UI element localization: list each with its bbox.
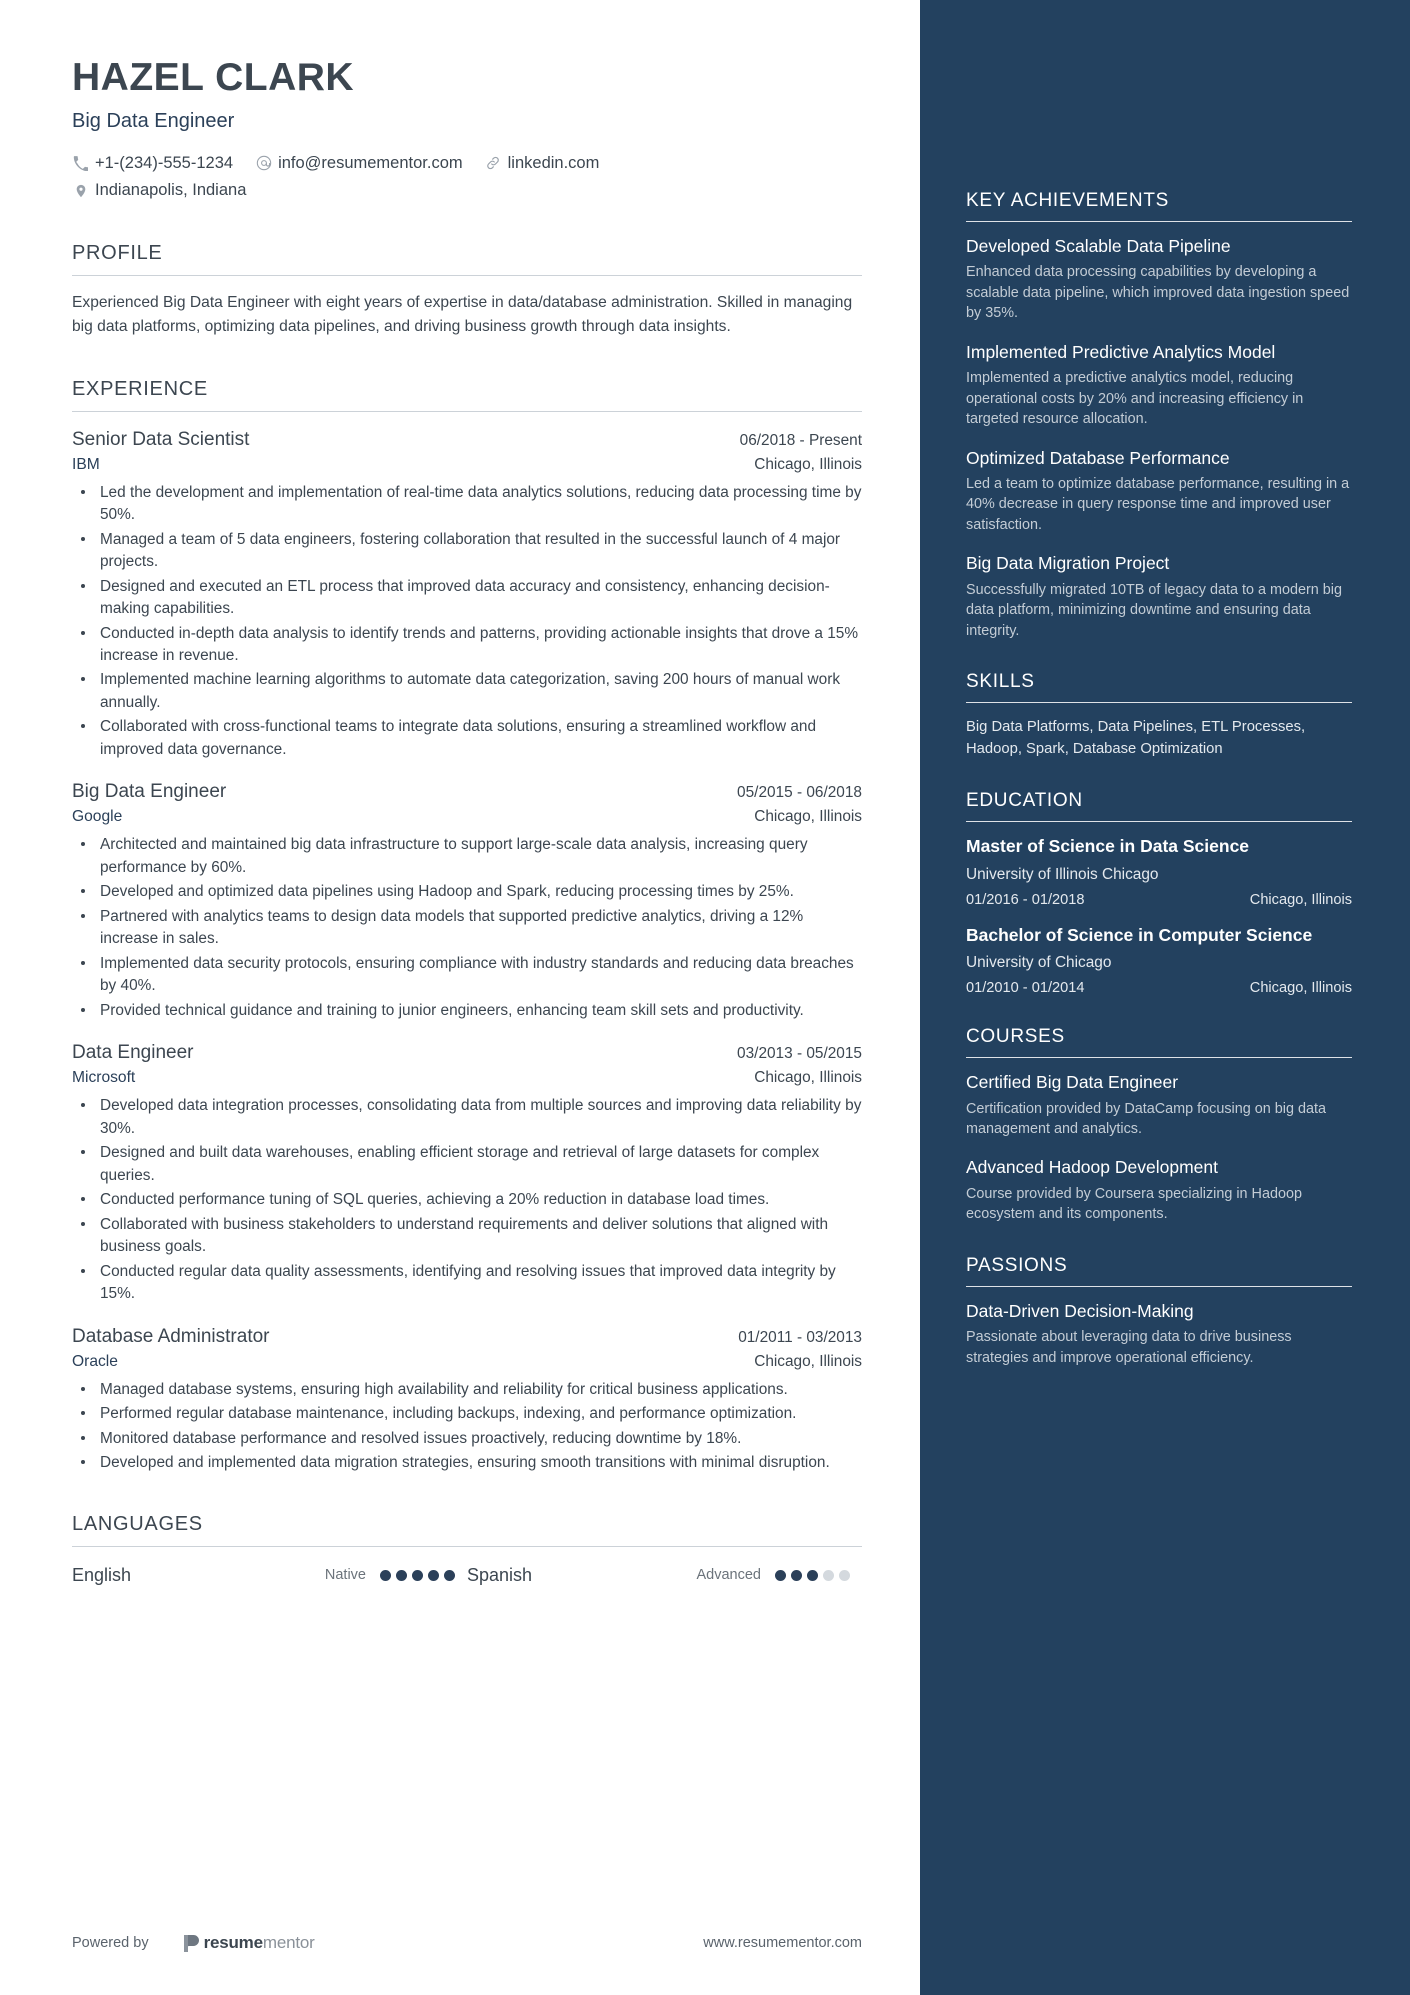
experience-dates: 05/2015 - 06/2018 bbox=[737, 784, 862, 802]
passions-heading: PASSIONS bbox=[966, 1254, 1068, 1276]
rating-dot bbox=[807, 1570, 818, 1581]
section-languages bbox=[72, 1513, 862, 1586]
skills-text: Big Data Platforms, Data Pipelines, ETL Processes, Hadoop, Spark, Database Optimization bbox=[966, 719, 1306, 758]
rating-dot bbox=[396, 1570, 407, 1581]
experience-heading: EXPERIENCE bbox=[72, 377, 208, 400]
contact-link bbox=[485, 150, 600, 177]
experience-entry bbox=[72, 1042, 862, 1305]
passions-list bbox=[966, 1300, 1352, 1368]
experience-bullet: Monitored database performance and resolved issues proactively, reducing downtime by 18%. bbox=[72, 1428, 862, 1450]
experience-role: Big Data Engineer bbox=[72, 781, 227, 803]
experience-company: IBM bbox=[72, 455, 100, 473]
experience-entry-header bbox=[72, 429, 862, 451]
experience-bullet: Architected and maintained big data infrastructure to support large-scale data analysis, increasing query performance by 60%. bbox=[72, 834, 862, 879]
experience-location: Chicago, Illinois bbox=[754, 808, 862, 826]
logo-light: mentor bbox=[262, 1933, 315, 1952]
contact-email-text: info@resumementor.com bbox=[278, 153, 463, 172]
profile-text: Experienced Big Data Engineer with eight years of expertise in data/database administration. Skilled in managing big data platforms, optimizing data pipelines, and driving business growth through data insights. bbox=[72, 294, 853, 336]
passion-description: Passionate about leveraging data to drive business strategies and improve operational efficiency. bbox=[966, 1329, 1292, 1366]
achievement-description: Led a team to optimize database performance, resulting in a 40% decrease in query response time and improved user satisfaction. bbox=[966, 475, 1350, 533]
rating-dot bbox=[839, 1570, 850, 1581]
rating-dot bbox=[380, 1570, 391, 1581]
rating-dot bbox=[444, 1570, 455, 1581]
education-dates: 01/2010 - 01/2014 bbox=[966, 980, 1085, 997]
experience-dates: 03/2013 - 05/2015 bbox=[737, 1045, 862, 1063]
passion-item bbox=[966, 1300, 1352, 1368]
experience-divider bbox=[72, 411, 862, 412]
section-experience bbox=[72, 378, 862, 1475]
map-pin-icon bbox=[72, 182, 89, 199]
experience-bullet: Led the development and implementation of real-time data analytics solutions, reducing data processing time by 50%. bbox=[72, 482, 862, 527]
experience-location: Chicago, Illinois bbox=[754, 1352, 862, 1370]
experience-bullet: Implemented data security protocols, ensuring compliance with industry standards and reducing data breaches by 40%. bbox=[72, 953, 862, 998]
sidebar-section-courses bbox=[966, 1026, 1352, 1225]
experience-entry-subheader bbox=[72, 1353, 862, 1371]
rating-dot bbox=[791, 1570, 802, 1581]
experience-list bbox=[72, 429, 862, 1475]
achievement-item bbox=[966, 552, 1352, 641]
footer bbox=[72, 1933, 862, 1953]
contact-phone-text: +1-(234)-555-1234 bbox=[95, 153, 234, 172]
achievements-list bbox=[966, 235, 1352, 641]
passion-title: Data-Driven Decision-Making bbox=[966, 1300, 1194, 1321]
experience-bullets bbox=[72, 482, 862, 762]
contact-email bbox=[255, 150, 463, 177]
experience-role: Data Engineer bbox=[72, 1042, 194, 1064]
experience-entry bbox=[72, 1326, 862, 1475]
experience-entry-subheader bbox=[72, 456, 862, 474]
course-title: Advanced Hadoop Development bbox=[966, 1157, 1218, 1178]
contact-link-text: linkedin.com bbox=[507, 153, 600, 172]
courses-list bbox=[966, 1071, 1352, 1225]
experience-bullet: Conducted regular data quality assessments, identifying and resolving issues that improved data integrity by 15%. bbox=[72, 1261, 862, 1306]
resumementor-logo-icon bbox=[183, 1934, 199, 1953]
skills-heading: SKILLS bbox=[966, 671, 1035, 692]
achievements-heading: KEY ACHIEVEMENTS bbox=[966, 190, 1170, 211]
education-heading: EDUCATION bbox=[966, 790, 1083, 812]
experience-entry bbox=[72, 429, 862, 762]
education-list bbox=[966, 835, 1352, 996]
section-profile bbox=[72, 242, 862, 339]
experience-bullet: Performed regular database maintenance, including backups, indexing, and performance optimization. bbox=[72, 1403, 862, 1425]
achievement-item bbox=[966, 341, 1352, 430]
achievement-title: Developed Scalable Data Pipeline bbox=[966, 236, 1231, 256]
education-degree: Bachelor of Science in Computer Science bbox=[966, 924, 1313, 945]
achievement-title: Optimized Database Performance bbox=[966, 447, 1230, 468]
contact-location-text: Indianapolis, Indiana bbox=[95, 181, 247, 200]
link-icon bbox=[485, 155, 502, 172]
experience-bullets bbox=[72, 1095, 862, 1305]
experience-bullet: Collaborated with cross-functional teams to integrate data solutions, ensuring a streamlined workflow and improved data governance. bbox=[72, 716, 862, 761]
education-item bbox=[966, 924, 1352, 996]
languages-heading: LANGUAGES bbox=[72, 1512, 203, 1535]
languages-divider bbox=[72, 1546, 862, 1547]
header bbox=[72, 56, 862, 204]
footer-website: www.resumementor.com bbox=[703, 1935, 862, 1951]
powered-by bbox=[72, 1933, 315, 1953]
experience-entry-subheader bbox=[72, 808, 862, 826]
experience-bullet: Collaborated with business stakeholders to understand requirements and deliver solutions that aligned with business goals. bbox=[72, 1214, 862, 1259]
phone-icon bbox=[72, 155, 89, 172]
sidebar bbox=[920, 0, 1410, 1995]
experience-bullets bbox=[72, 1379, 862, 1475]
language-item bbox=[72, 1565, 467, 1586]
education-degree: Master of Science in Data Science bbox=[966, 836, 1250, 857]
language-name: Spanish bbox=[467, 1564, 533, 1585]
experience-role: Senior Data Scientist bbox=[72, 428, 250, 450]
courses-divider bbox=[966, 1057, 1352, 1058]
experience-entry-header bbox=[72, 781, 862, 803]
page-title: HAZEL CLARK bbox=[72, 56, 355, 99]
achievement-title: Big Data Migration Project bbox=[966, 553, 1170, 574]
email-icon bbox=[255, 155, 272, 172]
rating-dot bbox=[428, 1570, 439, 1581]
sidebar-section-achievements bbox=[966, 190, 1352, 641]
experience-location: Chicago, Illinois bbox=[754, 1069, 862, 1087]
experience-bullet: Conducted in-depth data analysis to identify trends and patterns, providing actionable insights that drove a 15% increase in revenue. bbox=[72, 623, 862, 668]
rating-dot bbox=[412, 1570, 423, 1581]
rating-dot bbox=[823, 1570, 834, 1581]
courses-heading: COURSES bbox=[966, 1026, 1065, 1048]
contact-info bbox=[72, 150, 862, 204]
course-item bbox=[966, 1156, 1352, 1224]
course-description: Course provided by Coursera specializing in Hadoop ecosystem and its components. bbox=[966, 1185, 1302, 1223]
education-item bbox=[966, 835, 1352, 907]
experience-bullet: Implemented machine learning algorithms to automate data categorization, saving 200 hours of manual work annually. bbox=[72, 669, 862, 714]
experience-entry-subheader bbox=[72, 1069, 862, 1087]
education-divider bbox=[966, 821, 1352, 822]
achievement-description: Enhanced data processing capabilities by developing a scalable data pipeline, which improved data ingestion speed by 35%. bbox=[966, 264, 1350, 322]
achievements-divider bbox=[966, 221, 1352, 222]
contact-phone bbox=[72, 150, 233, 177]
achievement-item bbox=[966, 447, 1352, 536]
resumementor-logo-text bbox=[204, 1933, 315, 1953]
experience-company: Google bbox=[72, 808, 123, 826]
experience-bullet: Designed and executed an ETL process that improved data accuracy and consistency, enhancing decision-making capabilities. bbox=[72, 576, 862, 621]
experience-bullet: Managed database systems, ensuring high availability and reliability for critical business applications. bbox=[72, 1379, 862, 1401]
language-level: Native bbox=[324, 1567, 366, 1584]
language-item bbox=[467, 1565, 862, 1586]
language-rating bbox=[775, 1570, 850, 1581]
experience-dates: 06/2018 - Present bbox=[739, 431, 862, 449]
logo-bold: resume bbox=[203, 1933, 263, 1952]
experience-location: Chicago, Illinois bbox=[754, 455, 862, 473]
passions-divider bbox=[966, 1286, 1352, 1287]
experience-entry-header bbox=[72, 1326, 862, 1348]
language-name: English bbox=[72, 1564, 132, 1585]
achievement-title: Implemented Predictive Analytics Model bbox=[966, 341, 1276, 362]
contact-location bbox=[72, 177, 246, 204]
experience-bullet: Conducted performance tuning of SQL queries, achieving a 20% reduction in database load times. bbox=[72, 1189, 862, 1211]
resumementor-logo bbox=[183, 1933, 315, 1953]
languages-list bbox=[72, 1565, 862, 1586]
profile-heading: PROFILE bbox=[72, 242, 163, 265]
sidebar-section-skills bbox=[966, 671, 1352, 760]
experience-company: Oracle bbox=[72, 1352, 118, 1370]
education-location: Chicago, Illinois bbox=[1249, 891, 1352, 908]
contact-row-location bbox=[72, 177, 862, 204]
profile-divider bbox=[72, 275, 862, 276]
contact-row-primary bbox=[72, 150, 862, 177]
sidebar-section-education bbox=[966, 790, 1352, 996]
header-job-title: Big Data Engineer bbox=[72, 109, 235, 132]
experience-bullet: Partnered with analytics teams to design data models that supported predictive analytics, driving a 12% increase in sales. bbox=[72, 906, 862, 951]
experience-bullet: Designed and built data warehouses, enabling efficient storage and retrieval of large datasets for complex queries. bbox=[72, 1142, 862, 1187]
language-rating bbox=[380, 1570, 455, 1581]
experience-company: Microsoft bbox=[72, 1069, 136, 1087]
course-description: Certification provided by DataCamp focusing on big data management and analytics. bbox=[966, 1100, 1326, 1137]
education-meta bbox=[966, 892, 1352, 908]
experience-bullet: Developed and optimized data pipelines using Hadoop and Spark, reducing processing times by 25%. bbox=[72, 881, 862, 903]
education-location: Chicago, Illinois bbox=[1249, 980, 1352, 997]
achievement-description: Successfully migrated 10TB of legacy data to a modern big data platform, minimizing downtime and ensuring data integrity. bbox=[966, 581, 1342, 639]
course-item bbox=[966, 1071, 1352, 1139]
rating-dot bbox=[775, 1570, 786, 1581]
achievement-item bbox=[966, 235, 1352, 324]
experience-bullet: Developed data integration processes, consolidating data from multiple sources and improving data reliability by 30%. bbox=[72, 1095, 862, 1140]
powered-by-label: Powered by bbox=[72, 1935, 149, 1951]
education-school: University of Chicago bbox=[966, 954, 1112, 972]
language-level: Advanced bbox=[696, 1567, 761, 1584]
course-title: Certified Big Data Engineer bbox=[966, 1072, 1179, 1093]
education-dates: 01/2016 - 01/2018 bbox=[966, 891, 1085, 908]
experience-bullet: Managed a team of 5 data engineers, fostering collaboration that resulted in the successful launch of 4 major projects. bbox=[72, 529, 862, 574]
education-meta bbox=[966, 980, 1352, 996]
experience-dates: 01/2011 - 03/2013 bbox=[738, 1328, 862, 1346]
skills-divider bbox=[966, 702, 1352, 703]
experience-entry-header bbox=[72, 1042, 862, 1064]
experience-role: Database Administrator bbox=[72, 1325, 270, 1347]
experience-bullet: Provided technical guidance and training to junior engineers, enhancing team skill sets and productivity. bbox=[72, 1000, 862, 1022]
achievement-description: Implemented a predictive analytics model, reducing operational costs by 20% and increasing efficiency in targeted resource allocation. bbox=[966, 370, 1304, 428]
sidebar-section-passions bbox=[966, 1255, 1352, 1368]
education-school: University of Illinois Chicago bbox=[966, 865, 1159, 883]
experience-bullet: Developed and implemented data migration strategies, ensuring smooth transitions with minimal disruption. bbox=[72, 1452, 862, 1474]
experience-entry bbox=[72, 781, 862, 1022]
experience-bullets bbox=[72, 834, 862, 1022]
